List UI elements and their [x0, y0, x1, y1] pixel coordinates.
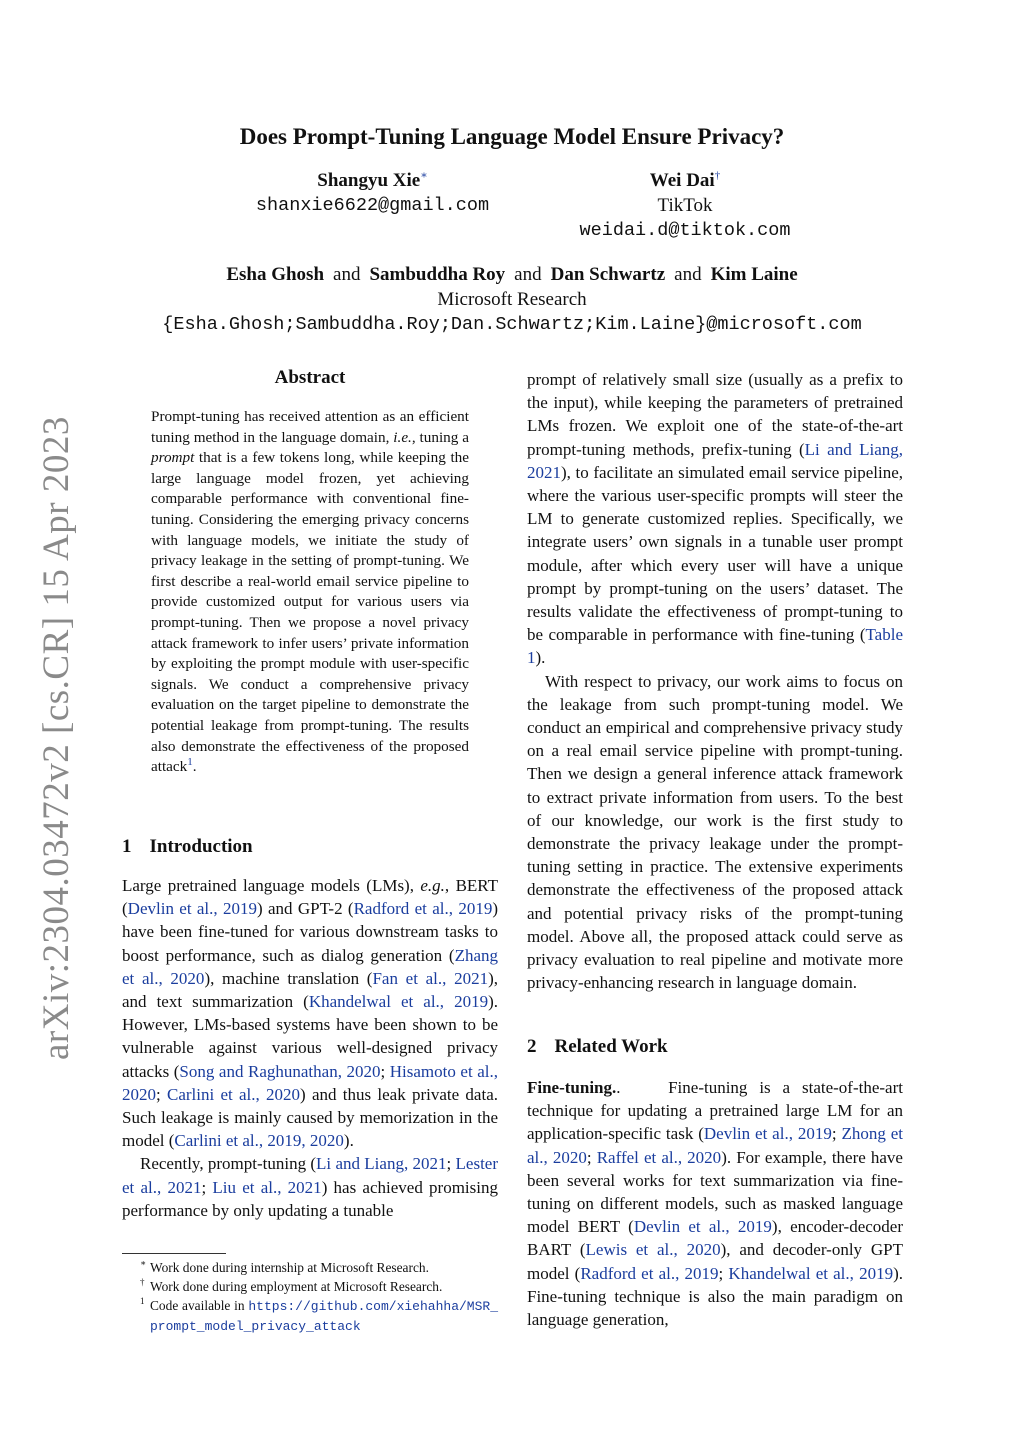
body-text: ;	[156, 1084, 167, 1104]
footnote-text: Code available in	[150, 1298, 249, 1313]
footnote	[122, 1258, 498, 1277]
section-title: Related Work	[554, 1036, 668, 1057]
body-text: ), and text summarization (	[122, 968, 498, 1012]
footnote-rule	[122, 1253, 226, 1254]
abstract-body	[151, 407, 469, 778]
body-text: ).	[535, 648, 546, 668]
footnotes	[122, 1258, 498, 1336]
body-text: e.g.	[420, 876, 445, 895]
body-text: . Fine-tuning is a state-of-the-art technique for updating a pretrained large LM for an application-specific task (	[527, 1078, 908, 1144]
footnote-ref[interactable]: 1	[187, 756, 193, 769]
abstract-text: prompt	[151, 449, 195, 467]
author-affiliation: TikTok	[657, 195, 713, 216]
footnote-mark: ∗	[140, 1258, 147, 1268]
citation-link[interactable]: Carlini et al., 2020	[167, 1084, 301, 1104]
abstract-text: i.e.	[393, 428, 412, 446]
citation-link[interactable]: Khandelwal et al., 2019	[308, 992, 489, 1012]
paper-title: Does Prompt-Tuning Language Model Ensure Privacy?	[239, 124, 785, 149]
section-heading-related-work	[527, 1036, 668, 1058]
abstract-heading: Abstract	[274, 367, 346, 388]
abstract-text: , tuning a	[411, 428, 470, 446]
body-text: ) and thus leak private data. Such leakage is mainly caused by memorization in the model (	[122, 1084, 498, 1151]
section-title: Introduction	[149, 836, 253, 857]
section-number: 1	[122, 836, 132, 857]
citation-link[interactable]: Devlin et al., 2019	[127, 899, 257, 919]
body-text: Large pretrained language models (LMs),	[122, 876, 421, 895]
author-mark: ∗	[420, 169, 428, 182]
body-text: ;	[201, 1177, 213, 1197]
citation-link[interactable]: Li and Liang, 2021	[316, 1154, 447, 1174]
body-text: ) have been fine-tuned for various downstream tasks to boost performance, such as dialog generation (	[122, 899, 498, 965]
section-number: 2	[527, 1036, 537, 1057]
right-paragraph-1	[527, 368, 903, 994]
footnote-text: Work done during internship at Microsoft Research.	[150, 1260, 429, 1275]
arxiv-stamp: arXiv:2304.03472v2 [cs.CR] 15 Apr 2023	[36, 416, 77, 1060]
citation-link[interactable]: Khandelwal et al., 2019	[728, 1263, 894, 1283]
body-text: prompt of relatively small size (usually as a prefix to the input), while keeping the parameters of pretrained LMs frozen. We exploit one of the state-of-the-art prompt-tuning methods, prefix-tuning (	[527, 370, 903, 459]
author-name: Shangyu Xie	[317, 170, 421, 191]
body-text: ). For example, there have been several works for text summarization via fine-tuning on different models, such as masked language model BERT (	[527, 1147, 903, 1237]
table-link[interactable]: Table 1	[527, 625, 903, 668]
conjunction: and	[333, 264, 361, 285]
body-text: ), encoder-decoder BART (	[527, 1217, 904, 1260]
intro-paragraph-2	[122, 1152, 498, 1222]
body-text: ), to facilitate an simulated email service pipeline, where the various user-specific prompts will steer the LM to generate customized replies. Specifically, we integrate users’ own signals in a tunable user prompt module, after which every user will have a unique prompt by prompt-tuning on the users’ dataset. The results validate the effectiveness of prompt-tuning to be comparable in performance with fine-tuning (	[527, 462, 903, 645]
citation-link[interactable]: Devlin et al., 2019	[703, 1124, 832, 1144]
author-affiliation: Microsoft Research	[437, 289, 587, 310]
citation-link[interactable]: Zhong et al., 2020	[527, 1124, 903, 1167]
citation-link[interactable]: Hisamoto et al., 2020	[122, 1061, 498, 1104]
body-text: ). However, LMs-based systems have been shown to be vulnerable against various well-designed privacy attacks (	[122, 992, 498, 1081]
conjunction: and	[514, 264, 542, 285]
citation-link[interactable]: Raffel et al., 2020	[596, 1147, 722, 1167]
citation-link[interactable]: Fan et al., 2021	[372, 968, 489, 988]
body-text: Recently, prompt-tuning (	[140, 1154, 317, 1174]
footnote-mark: 1	[140, 1296, 145, 1306]
right-paragraph-2: With respect to privacy, our work aims to focus on the leakage from such prompt-tuning model. We conduct an empirical and comprehensive privacy study on a real email service pipeline with prompt-tuning. Then we design a general inference attack framework to extract private information from users. To the best of our knowledge, our work is the first study to demonstrate the privacy leakage under the prompt-tuning setting in practice. The extensive experiments demonstrate the effectiveness of the proposed attack and potential privacy risks of the prompt-tuning model. Above all, the proposed attack could serve as privacy evaluation to real pipeline and motivate more privacy-enhancing research in language domain.	[527, 671, 903, 993]
intro-paragraph-1	[122, 874, 498, 1222]
footnote	[122, 1296, 498, 1336]
footnote	[122, 1277, 498, 1296]
body-text: ;	[586, 1147, 597, 1167]
citation-link[interactable]: Devlin et al., 2019	[633, 1217, 772, 1237]
body-text: ;	[831, 1124, 842, 1144]
author-mark: †	[714, 169, 721, 182]
body-text: ). Fine-tuning technique is also the main paradigm on language generation,	[527, 1263, 903, 1330]
citation-link[interactable]: Li and Liang, 2021	[527, 439, 903, 482]
author-email[interactable]: weidai.d@tiktok.com	[579, 220, 791, 241]
footnote-mark: †	[140, 1277, 145, 1287]
body-text: ) has achieved promising performance by only updating a tunable	[122, 1177, 498, 1220]
section-heading-introduction	[122, 836, 253, 858]
author-block-3	[0, 262, 1024, 337]
author-name: Esha Ghosh	[226, 264, 325, 285]
citation-link[interactable]: Song and Raghunathan, 2020	[179, 1061, 381, 1081]
author-block-2	[555, 168, 815, 243]
author-name: Wei Dai	[649, 170, 715, 191]
abstract-text: .	[192, 758, 197, 776]
author-name: Dan Schwartz	[550, 264, 666, 285]
author-email[interactable]: {Esha.Ghosh;Sambuddha.Roy;Dan.Schwartz;Kim.Laine}@microsoft.com	[162, 314, 862, 335]
body-text: ), and decoder-only GPT model (	[527, 1240, 903, 1283]
citation-link[interactable]: Radford et al., 2019	[580, 1263, 719, 1283]
paragraph-lead: Fine-tuning.	[527, 1078, 617, 1097]
body-text: , BERT (	[122, 876, 498, 919]
conjunction: and	[674, 264, 702, 285]
author-block-1	[200, 168, 545, 218]
footnote-text: Work done during employment at Microsoft Research.	[150, 1279, 443, 1294]
citation-link[interactable]: Radford et al., 2019	[353, 899, 493, 919]
citation-link[interactable]: Lester et al., 2021	[122, 1154, 499, 1197]
author-name: Kim Laine	[710, 264, 798, 285]
body-text: ;	[380, 1061, 390, 1081]
related-paragraph-1	[527, 1076, 908, 1331]
author-email[interactable]: shanxie6622@gmail.com	[255, 195, 490, 216]
body-text: ), machine translation (	[204, 968, 373, 988]
citation-link[interactable]: Liu et al., 2021	[212, 1177, 322, 1197]
abstract-text: Prompt-tuning has received attention as an efficient tuning method in the language domain,	[151, 408, 469, 446]
body-text: ;	[446, 1154, 456, 1174]
citation-link[interactable]: Carlini et al., 2019, 2020	[174, 1131, 344, 1151]
citation-link[interactable]: Lewis et al., 2020	[585, 1240, 721, 1260]
body-text: ).	[343, 1131, 354, 1151]
code-link[interactable]: https://github.com/xiehahha/MSR_prompt_model_privacy_attack	[150, 1299, 498, 1334]
author-name: Sambuddha Roy	[369, 264, 506, 285]
abstract-text: that is a few tokens long, while keeping the large language model frozen, yet achieving comparable performance with conventional fine-tuning. Considering the emerging privacy concerns with language models, we initiate the study of privacy leakage in the setting of prompt-tuning. We first describe a real-world email service pipeline to provide customized output for various users via prompt-tuning. Then we propose a novel privacy attack framework to infer users’ private information by exploiting the prompt module with user-specific signals. We conduct a comprehensive privacy evaluation on the target pipeline to demonstrate the potential leakage from prompt-tuning. The results also demonstrate the effectiveness of the proposed attack	[151, 449, 469, 776]
body-text: ) and GPT-2 (	[256, 899, 354, 919]
body-text: ;	[718, 1263, 729, 1283]
citation-link[interactable]: Zhang et al., 2020	[122, 945, 498, 988]
